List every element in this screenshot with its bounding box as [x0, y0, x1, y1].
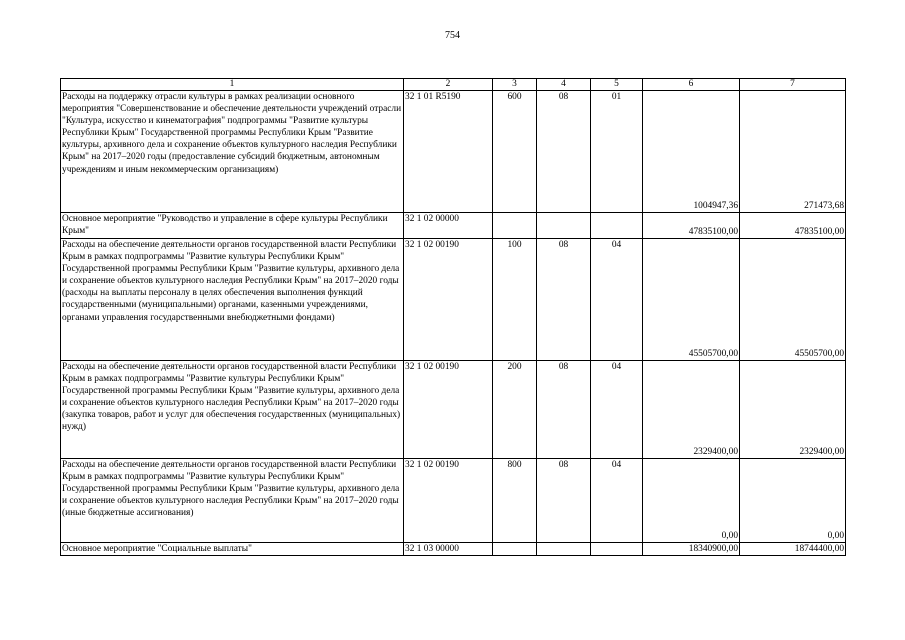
row-description: Основное мероприятие "Руководство и управление в сфере культуры Республики Крым" [61, 213, 404, 239]
row-subsection: 04 [591, 361, 643, 459]
row-expense-type [493, 213, 537, 239]
row-amount-col6: 47835100,00 [643, 213, 740, 239]
row-target-code: 32 1 01 R5190 [404, 91, 493, 213]
row-section: 08 [537, 459, 591, 543]
row-description: Расходы на обеспечение деятельности органов государственной власти Республики Крым в рамках подпрограммы "Развитие культуры Республики Крым" Государственной программы Республики Крым "Развитие культуры, архивного дела и сохранение объектов культурного наследия Республики Крым" на 2017–2020 годы (расходы на выплаты персоналу в целях обеспечения выполнения функций государственными (муниципальными) органами, казенными учреждениями, органами управления государственными внебюджетными фондами) [61, 239, 404, 361]
row-subsection: 04 [591, 239, 643, 361]
row-amount-col6: 45505700,00 [643, 239, 740, 361]
row-description: Расходы на обеспечение деятельности органов государственной власти Республики Крым в рамках подпрограммы "Развитие культуры Республики Крым" Государственной программы Республики Крым "Развитие культуры, архивного дела и сохранение объектов культурного наследия Республики Крым" на 2017–2020 годы (закупка товаров, работ и услуг для обеспечения государственных (муниципальных) нужд) [61, 361, 404, 459]
row-expense-type: 600 [493, 91, 537, 213]
row-amount-col7: 271473,68 [740, 91, 846, 213]
header-col-4: 4 [537, 79, 591, 91]
header-col-7: 7 [740, 79, 846, 91]
row-target-code: 32 1 02 00190 [404, 239, 493, 361]
row-section [537, 213, 591, 239]
header-col-1: 1 [61, 79, 404, 91]
table-row [61, 91, 846, 213]
page-number: 754 [445, 30, 460, 41]
row-section: 08 [537, 91, 591, 213]
table-row [61, 361, 846, 459]
row-subsection: 04 [591, 459, 643, 543]
table-row [61, 459, 846, 543]
row-subsection: 01 [591, 91, 643, 213]
row-section: 08 [537, 239, 591, 361]
row-amount-col7: 18744400,00 [740, 543, 846, 556]
row-amount-col7: 47835100,00 [740, 213, 846, 239]
row-target-code: 32 1 03 00000 [404, 543, 493, 556]
header-col-5: 5 [591, 79, 643, 91]
row-amount-col7: 45505700,00 [740, 239, 846, 361]
table-row [61, 239, 846, 361]
row-target-code: 32 1 02 00000 [404, 213, 493, 239]
row-amount-col6: 1004947,36 [643, 91, 740, 213]
row-expense-type: 800 [493, 459, 537, 543]
table-row [61, 543, 846, 556]
row-target-code: 32 1 02 00190 [404, 459, 493, 543]
row-subsection [591, 543, 643, 556]
row-description: Основное мероприятие "Социальные выплаты" [61, 543, 404, 556]
table-row [61, 213, 846, 239]
header-col-2: 2 [404, 79, 493, 91]
header-col-3: 3 [493, 79, 537, 91]
row-amount-col6: 18340900,00 [643, 543, 740, 556]
row-target-code: 32 1 02 00190 [404, 361, 493, 459]
row-amount-col7: 0,00 [740, 459, 846, 543]
row-amount-col7: 2329400,00 [740, 361, 846, 459]
row-subsection [591, 213, 643, 239]
row-expense-type: 200 [493, 361, 537, 459]
row-expense-type [493, 543, 537, 556]
row-description: Расходы на поддержку отрасли культуры в рамках реализации основного мероприятия "Совершенствование и обеспечение деятельности учреждений отрасли "Культура, искусство и кинематография" подпрограммы "Развитие культуры Республики Крым" Государственной программы Республики Крым "Развитие культуры, архивного дела и сохранение объектов культурного наследия Республики Крым" на 2017–2020 годы (предоставление субсидий бюджетным, автономным учреждениям и иным некоммерческим организациям) [61, 91, 404, 213]
row-expense-type: 100 [493, 239, 537, 361]
header-row [61, 79, 846, 91]
row-amount-col6: 2329400,00 [643, 361, 740, 459]
header-col-6: 6 [643, 79, 740, 91]
row-amount-col6: 0,00 [643, 459, 740, 543]
row-description: Расходы на обеспечение деятельности органов государственной власти Республики Крым в рамках подпрограммы "Развитие культуры Республики Крым" Государственной программы Республики Крым "Развитие культуры, архивного дела и сохранение объектов культурного наследия Республики Крым" на 2017–2020 годы (иные бюджетные ассигнования) [61, 459, 404, 543]
row-section [537, 543, 591, 556]
row-section: 08 [537, 361, 591, 459]
budget-table [60, 78, 846, 556]
